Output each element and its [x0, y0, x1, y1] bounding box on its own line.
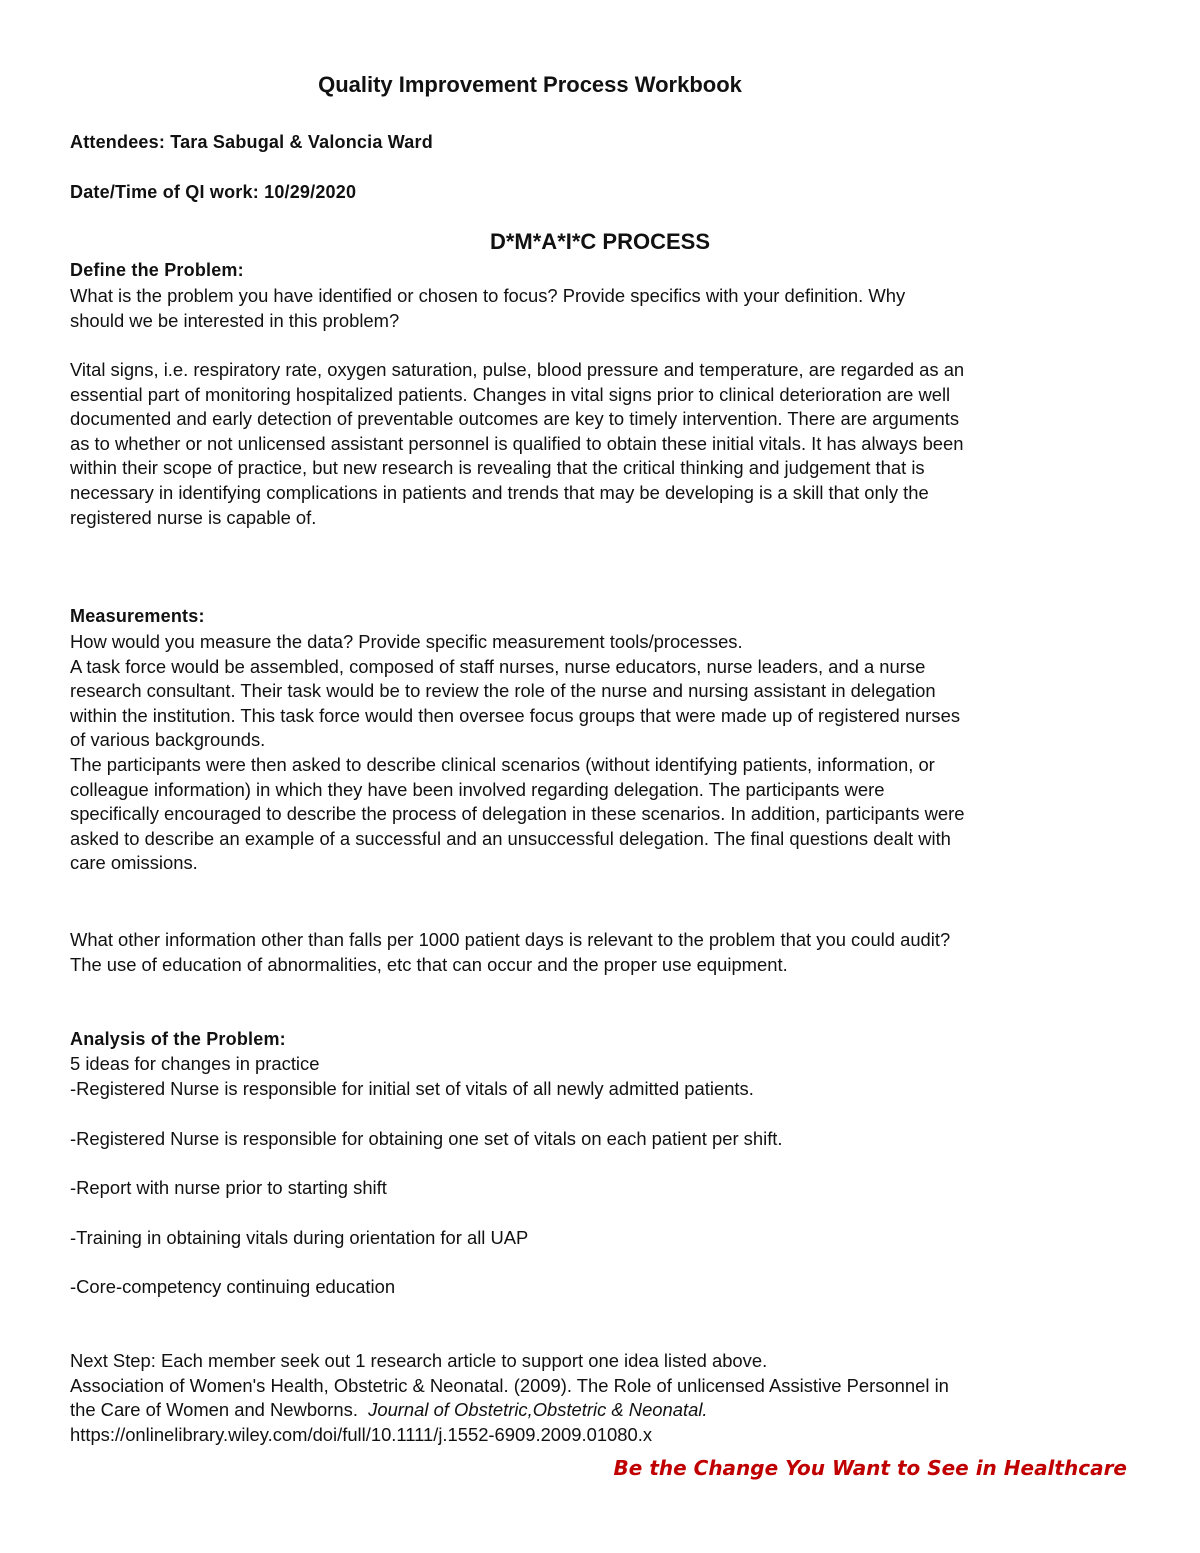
define-answer: [70, 358, 1132, 530]
measurements-line: within the institution. This task force would then oversee focus groups that were made up of registered nurses: [70, 704, 961, 726]
other-info-line: What other information other than falls per 1000 patient days is relevant to the problem that you could audit?: [70, 929, 951, 950]
reference-line: Association of Women's Health, Obstetric & Neonatal. (2009). The Role of unlicensed Assistive Personnel in: [70, 1374, 949, 1396]
define-answer-line: essential part of monitoring hospitalized patients. Changes in vital signs prior to clinical deterioration are well: [70, 383, 951, 405]
measurements-line: How would you measure the data? Provide specific measurement tools/processes.: [70, 631, 743, 652]
next-step-line: Next Step: Each member seek out 1 research article to support one idea listed above.: [70, 1350, 768, 1371]
analysis-idea: -Report with nurse prior to starting shift: [70, 1177, 387, 1198]
analysis-idea: -Registered Nurse is responsible for obtaining one set of vitals on each patient per shift.: [70, 1128, 783, 1149]
define-answer-line: Vital signs, i.e. respiratory rate, oxygen saturation, pulse, blood pressure and temperature, are regarded as an: [70, 359, 965, 380]
reference-url[interactable]: https://onlinelibrary.wiley.com/doi/full/10.1111/j.1552-6909.2009.01080.x: [70, 1423, 653, 1445]
measurements-line: colleague information) in which they have been involved regarding delegation. The participants were: [70, 778, 885, 800]
analysis-idea: -Registered Nurse is responsible for initial set of vitals of all newly admitted patients.: [70, 1078, 754, 1099]
process-title: D*M*A*I*C PROCESS: [489, 229, 711, 254]
measurements-line: care omissions.: [70, 852, 198, 874]
define-answer-line: as to whether or not unlicensed assistant personnel is qualified to obtain these initial vitals. It has always been: [70, 432, 964, 454]
define-answer-line: documented and early detection of preventable outcomes are key to timely intervention. There are arguments: [70, 408, 960, 430]
analysis-idea: -Core-competency continuing education: [70, 1276, 396, 1297]
measurements-line: The participants were then asked to describe clinical scenarios (without identifying patients, information, or: [70, 753, 935, 775]
define-answer-line: within their scope of practice, but new research is revealing that the critical thinking and judgement that is: [70, 457, 925, 479]
define-prompt: [70, 284, 1132, 333]
journal-name: Journal of Obstetric,Obstetric & Neonatal.: [368, 1399, 708, 1421]
define-answer-line: necessary in identifying complications in patients and trends that may be developing is a skill that only the: [70, 481, 929, 503]
reference-title: the Care of Women and Newborns.: [70, 1399, 369, 1421]
attendees: Attendees: Tara Sabugal & Valoncia Ward: [70, 132, 433, 152]
footer-tagline: Be the Change You Want to See in Healthcare: [613, 1456, 1127, 1480]
analysis-heading: Analysis of the Problem:: [70, 1029, 286, 1049]
measurements-heading: Measurements:: [70, 606, 205, 626]
define-prompt-line: should we be interested in this problem?: [70, 309, 400, 331]
define-prompt-line: What is the problem you have identified or chosen to focus? Provide specifics with your definition. Why: [70, 285, 906, 306]
page-title: Quality Improvement Process Workbook: [318, 72, 742, 97]
measurements-line: research consultant. Their task would be to review the role of the nurse and nursing assistant in delegation: [70, 680, 936, 702]
other-info-line: The use of education of abnormalities, etc that can occur and the proper use equipment.: [70, 953, 788, 975]
next-step: [70, 1349, 1132, 1447]
date-time: Date/Time of QI work: 10/29/2020: [70, 182, 357, 202]
measurements-line: asked to describe an example of a successful and an unsuccessful delegation. The final questions dealt with: [70, 827, 951, 849]
measurements-line: specifically encouraged to describe the process of delegation in these scenarios. In addition, participants were: [70, 803, 965, 825]
analysis-idea: -Training in obtaining vitals during orientation for all UAP: [70, 1227, 529, 1248]
analysis-intro: 5 ideas for changes in practice: [70, 1053, 320, 1074]
define-answer-line: registered nurse is capable of.: [70, 506, 317, 528]
reference-line: [70, 1398, 1132, 1423]
other-info-text: [70, 928, 1132, 977]
measurements-line: A task force would be assembled, composed of staff nurses, nurse educators, nurse leaders, and a nurse: [70, 655, 926, 677]
measurements-line: of various backgrounds.: [70, 729, 266, 751]
measurements-text: [70, 630, 1132, 876]
define-heading: Define the Problem:: [70, 260, 244, 280]
